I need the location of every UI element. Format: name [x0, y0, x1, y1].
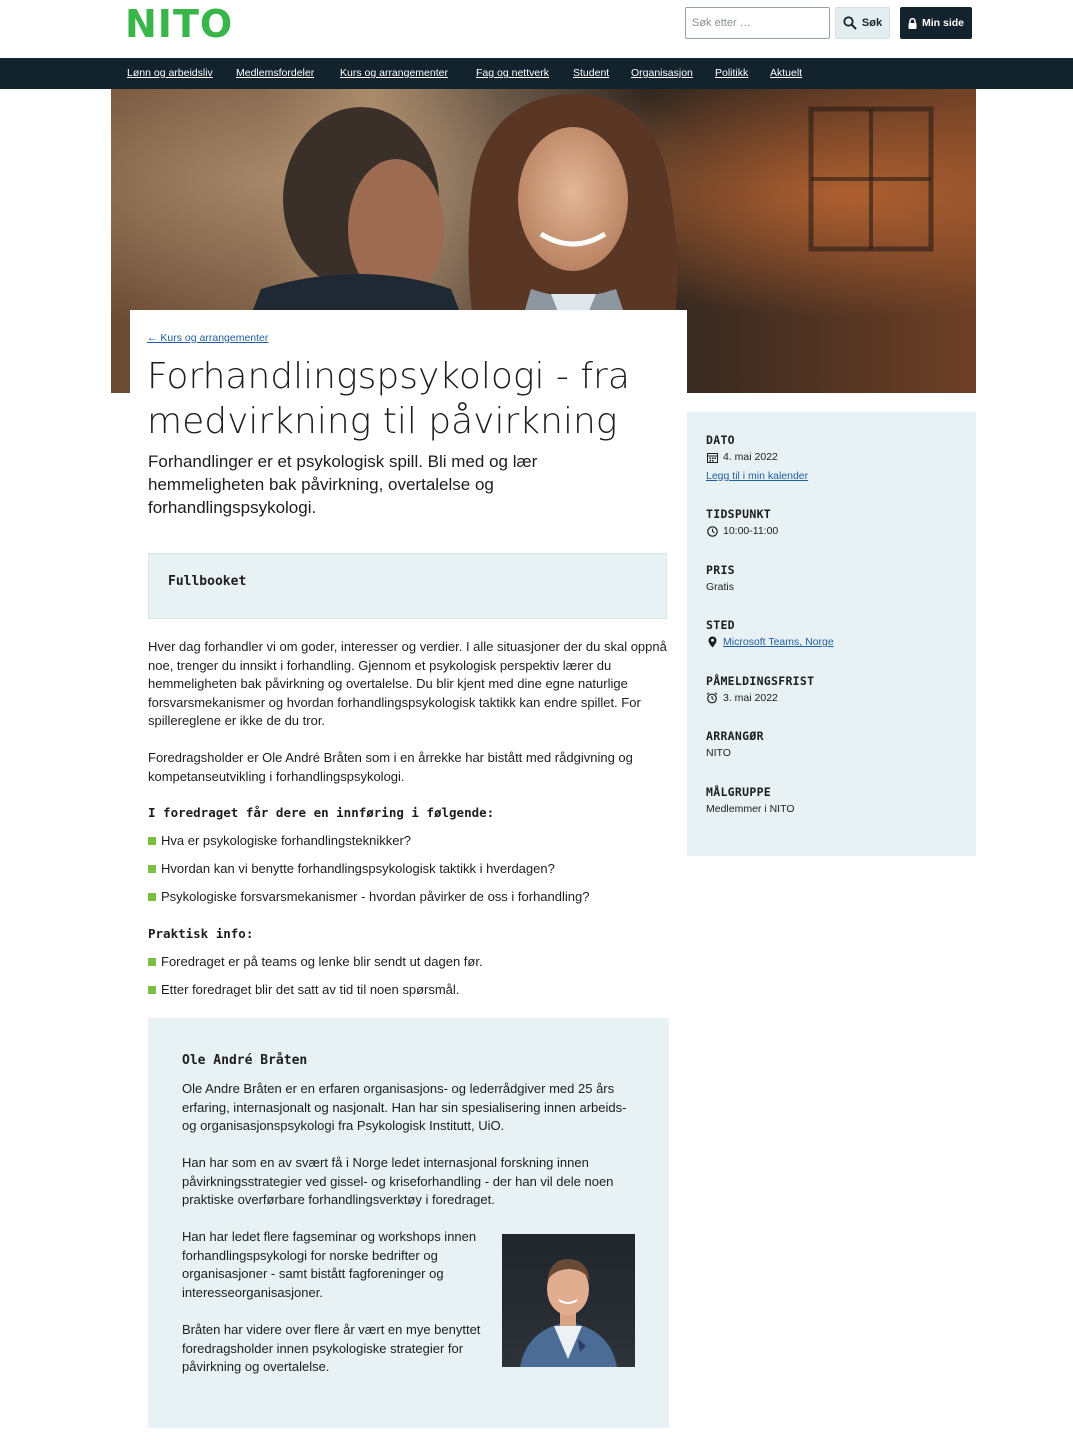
speaker-bio-1: Ole Andre Bråten er en erfaren organisasjons- og lederrådgiver med 25 års erfaring, internasjonalt og nasjonalt. Han har sin spesialisering innen arbeids- og organisasjonspsykologi fra Psykologisk Institutt, UiO.	[182, 1081, 627, 1133]
location-link[interactable]: Microsoft Teams, Norge	[723, 636, 834, 648]
tidspunkt-value: 10:00-11:00	[723, 525, 779, 537]
search-icon	[843, 16, 857, 30]
nav-item-fag[interactable]: Fag og nettverk	[476, 67, 549, 79]
page-title: Forhandlingspsykologi - fra medvirkning til påvirkning	[147, 356, 630, 442]
calendar-icon	[706, 451, 718, 463]
arrangor-label: ARRANGØR	[706, 729, 764, 743]
breadcrumb[interactable]: ← Kurs og arrangementer	[147, 332, 269, 344]
lock-icon	[908, 18, 917, 29]
speaker-photo	[502, 1234, 635, 1367]
pameldingsfrist-label: PÅMELDINGSFRIST	[706, 674, 815, 688]
intro-paragraph: Hver dag forhandler vi om goder, interesser og verdier. I alle situasjoner der du skal oppnå noe, trenger du innsikt i forhandling. Gjennom et psykologisk perspektiv lærer du hemmeligheten bak påvirkning og overtalelse. Du blir kjent med dine egne naturlige forsvarsmekanismer og hvordan forhandlingspsykologisk taktikk kan endre spillet. For spillereglene er ikke de du tror.	[148, 639, 667, 728]
title-card	[130, 310, 687, 536]
nav-item-student[interactable]: Student	[573, 67, 610, 79]
nav-item-aktuelt[interactable]: Aktuelt	[770, 67, 803, 79]
pris-value: Gratis	[706, 581, 735, 593]
pameldingsfrist-value-row	[706, 692, 778, 704]
intro-heading: I foredraget får dere en innføring i følgende:	[148, 805, 495, 820]
clock-icon	[706, 525, 718, 537]
nav-item-medlemsfordeler[interactable]: Medlemsfordeler	[236, 67, 315, 79]
site-header	[0, 0, 1073, 58]
status-box	[148, 553, 667, 619]
alarm-clock-icon	[706, 692, 718, 704]
lead-text: Forhandlinger er et psykologisk spill. Bli med og lær hemmeligheten bak påvirkning, overtalelse og forhandlingspsykologi.	[148, 452, 538, 517]
dato-value: 4. mai 2022	[723, 451, 778, 463]
bullet-marker	[148, 865, 156, 873]
event-info-sidebar	[687, 412, 976, 856]
bullet-marker	[148, 893, 156, 901]
tidspunkt-value-row	[706, 525, 778, 537]
list-item: Hva er psykologiske forhandlingsteknikker?	[148, 833, 411, 848]
bullet-marker	[148, 958, 156, 966]
search-button-label: Søk	[861, 17, 883, 29]
malgruppe-value: Medlemmer i NITO	[706, 803, 795, 815]
nav-item-lonn[interactable]: Lønn og arbeidsliv	[127, 67, 213, 79]
speaker-box	[148, 1018, 669, 1428]
malgruppe-label: MÅLGRUPPE	[706, 785, 772, 799]
list-item: Hvordan kan vi benytte forhandlingspsykologisk taktikk i hverdagen?	[148, 861, 555, 876]
list-item: Psykologiske forsvarsmekanismer - hvordan påvirker de oss i forhandling?	[148, 889, 589, 904]
speaker-bio-4: Bråten har videre over flere år vært en mye benyttet foredragsholder innen psykologiske strategier for påvirkning og overtalelse.	[182, 1322, 481, 1374]
practical-heading: Praktisk info:	[148, 926, 254, 941]
pameldingsfrist-value: 3. mai 2022	[723, 692, 778, 704]
speaker-bio-2: Han har som en av svært få i Norge ledet internasjonal forskning innen påvirkningsstrategier ved gissel- og kriseforhandling - der han vil dele noen praktiske overførbare forhandlingsverktøy i foredraget.	[182, 1155, 614, 1207]
nito-logo[interactable]: NITO	[125, 2, 234, 46]
arrangor-value: NITO	[706, 747, 731, 759]
dato-value-row	[706, 451, 778, 463]
min-side-button[interactable]	[900, 7, 972, 39]
min-side-label: Min side	[921, 17, 964, 29]
nav-item-kurs[interactable]: Kurs og arrangementer	[340, 67, 448, 79]
dato-label: DATO	[706, 433, 735, 447]
speaker-name: Ole André Bråten	[182, 1053, 308, 1068]
main-nav	[0, 58, 1073, 89]
sted-label: STED	[706, 618, 735, 632]
tidspunkt-label: TIDSPUNKT	[706, 507, 772, 521]
add-to-calendar-link[interactable]: Legg til i min kalender	[706, 470, 809, 482]
search-input[interactable]	[685, 7, 830, 39]
status-badge: Fullbooket	[168, 574, 247, 589]
list-item: Foredraget er på teams og lenke blir sendt ut dagen før.	[148, 954, 483, 969]
pris-label: PRIS	[706, 563, 735, 577]
location-pin-icon	[706, 636, 718, 648]
bullet-marker	[148, 986, 156, 994]
sted-value-row	[706, 636, 834, 648]
search-button[interactable]	[835, 7, 890, 39]
speaker-bio-3: Han har ledet flere fagseminar og workshops innen forhandlingspsykologi for norske bedrifter og organisasjoner - samt bistått fagforeninger og interesseorganisasjoner.	[182, 1229, 477, 1300]
list-item: Etter foredraget blir det satt av tid til noen spørsmål.	[148, 982, 459, 997]
nav-item-politikk[interactable]: Politikk	[715, 67, 749, 79]
calendar-link-row	[706, 470, 808, 482]
bullet-marker	[148, 837, 156, 845]
nav-item-organisasjon[interactable]: Organisasjon	[631, 67, 693, 79]
speaker-intro-paragraph: Foredragsholder er Ole André Bråten som i en årrekke har bistått med rådgivning og kompetanseutvikling i forhandlingspsykologi.	[148, 750, 633, 784]
